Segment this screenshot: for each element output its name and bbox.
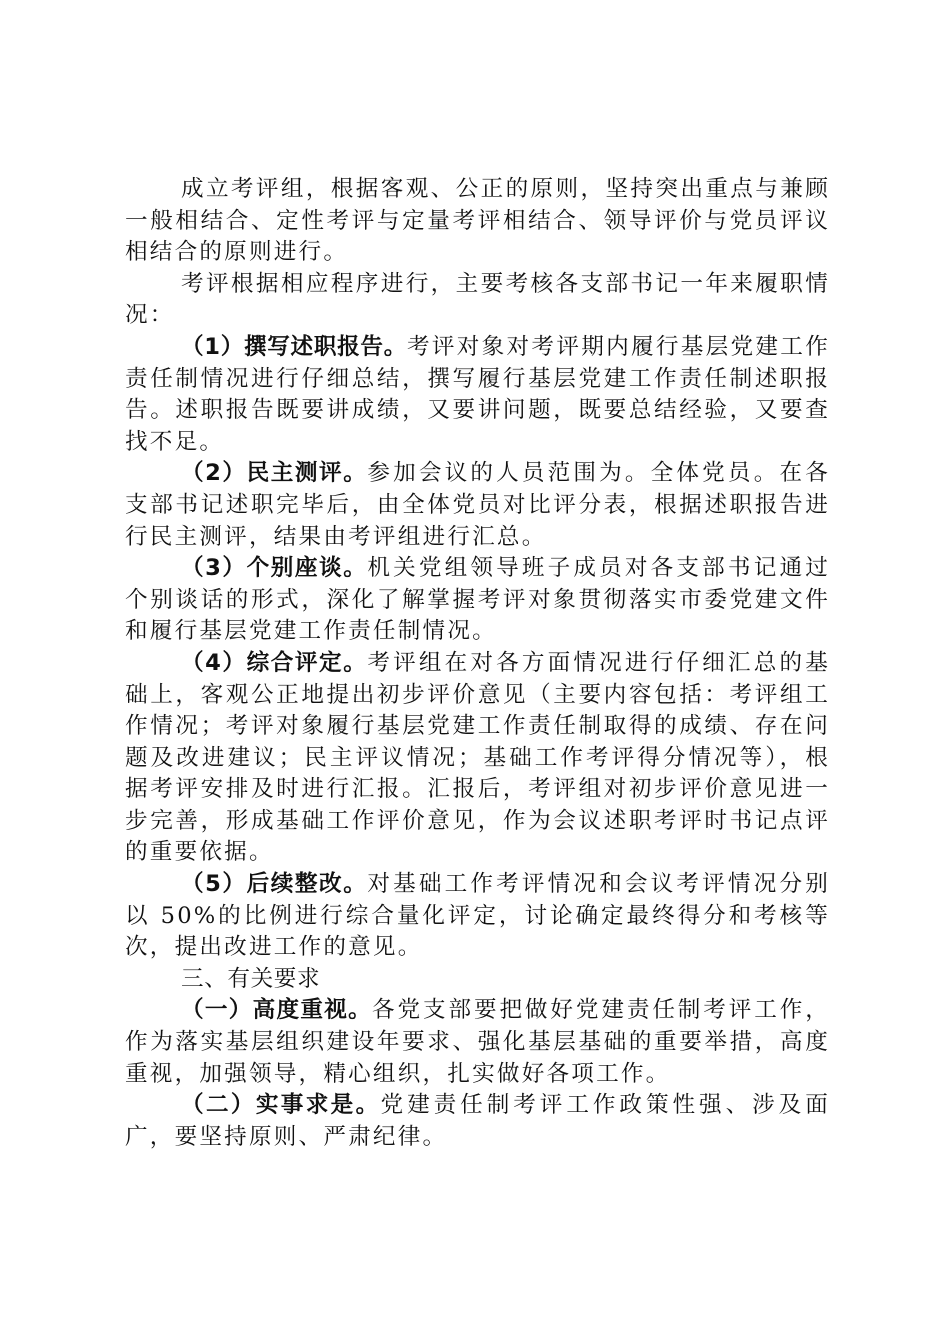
paragraph-text: 对基础工作考评情况和会议考评情况分别以 50%的比例进行综合量化评定，讨论确定最终得分和考核等次，提出改进工作的意见。 [125, 871, 830, 961]
paragraph-text: 考评组在对各方面情况进行仔细汇总的基础上，客观公正地提出初步评价意见（主要内容包括：考评组工作情况；考评对象履行基层党建工作责任制取得的成绩、存在问题及改进建议；民主评议情况；基础工作考评得分情况等），根据考评安排及时进行汇报。汇报后，考评组对初步评价意见进一步完善，形成基础工作评价意见，作为会议述职考评时书记点评的重要依据。 [125, 649, 830, 866]
step-heading: （3）个别座谈。 [181, 555, 368, 582]
paragraph-text: 机关党组领导班子成员对各支部书记通过个别谈话的形式，深化了解掌握考评对象贯彻落实市委党建文件和履行基层党建工作责任制情况。 [125, 555, 830, 645]
paragraph-text: 党建责任制考评工作政策性强、涉及面广，要坚持原则、严肃纪律。 [125, 1092, 830, 1150]
step-heading: （4）综合评定。 [181, 649, 368, 676]
paragraph-step-4 [125, 648, 830, 869]
paragraph-text: 各党支部要把做好党建责任制考评工作，作为落实基层组织建设年要求、强化基层基础的重要举措，高度重视，加强领导，精心组织，扎实做好各项工作。 [125, 997, 830, 1087]
requirement-heading: （一）高度重视。 [181, 997, 373, 1024]
paragraph-text: 参加会议的人员范围为。全体党员。在各支部书记述职完毕后，由全体党员对比评分表，根据述职报告进行民主测评，结果由考评组进行汇总。 [125, 460, 830, 550]
paragraph-text: 成立考评组，根据客观、公正的原则，坚持突出重点与兼顾一般相结合、定性考评与定量考评相结合、领导评价与党员评议相结合的原则进行。 [125, 176, 830, 266]
requirement-heading: （二）实事求是。 [181, 1092, 381, 1119]
step-heading: （5）后续整改。 [181, 871, 368, 898]
section-heading: 三、有关要求 [181, 965, 321, 992]
paragraph-step-3 [125, 553, 830, 648]
paragraph-step-2 [125, 458, 830, 553]
step-heading: （1）撰写述职报告。 [181, 333, 407, 360]
paragraph-text: 考评根据相应程序进行，主要考核各支部书记一年来履职情况： [125, 270, 830, 329]
paragraph-requirement-2 [125, 1090, 830, 1153]
document-body [125, 174, 830, 1153]
paragraph-procedure [125, 269, 830, 332]
step-heading: （2）民主测评。 [181, 460, 368, 487]
paragraph-requirement-1 [125, 995, 830, 1090]
paragraph-step-5 [125, 869, 830, 964]
paragraph-text: 考评对象对考评期内履行基层党建工作责任制情况进行仔细总结，撰写履行基层党建工作责任制述职报告。述职报告既要讲成绩，又要讲问题，既要总结经验，又要查找不足。 [125, 333, 830, 455]
paragraph-intro [125, 174, 830, 269]
paragraph-step-1 [125, 332, 830, 458]
